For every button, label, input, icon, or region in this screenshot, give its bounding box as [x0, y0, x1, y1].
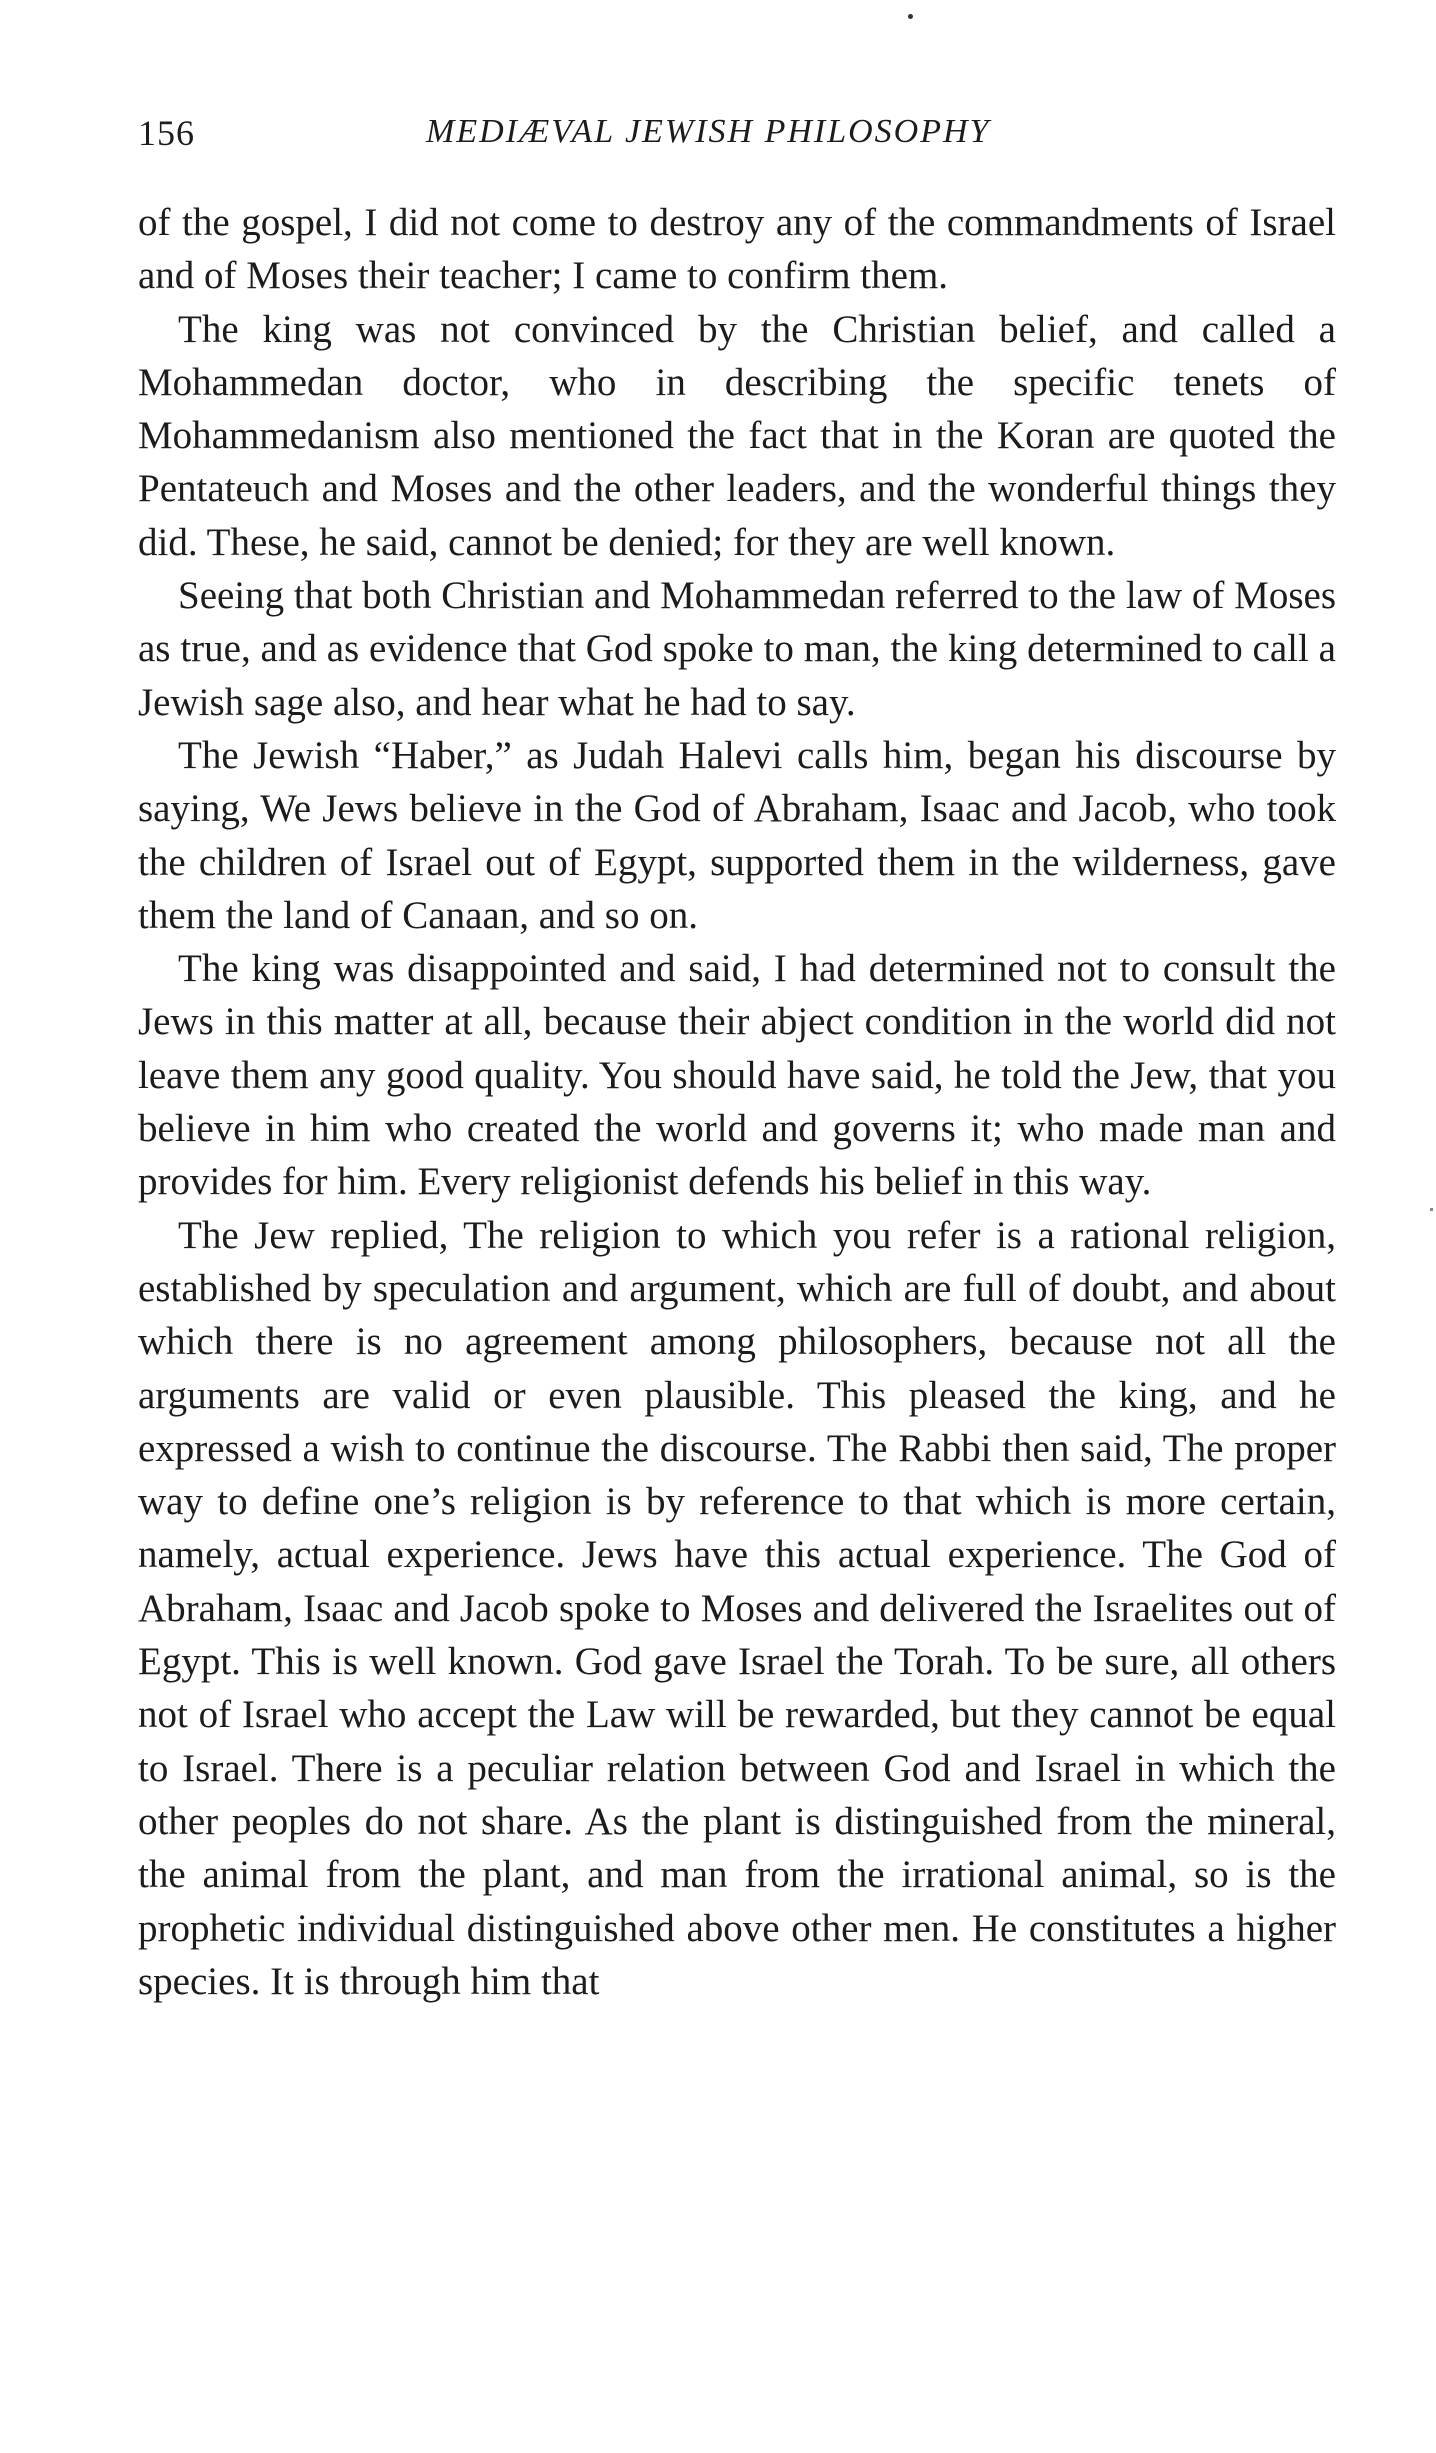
page-number: 156 [138, 113, 195, 153]
paragraph: The king was not convinced by the Christian belief, and called a Mohammedan doctor, who in describing the specific tenets of Mohammedanism also mentioned the fact that in the Koran are quoted the Pentateuch and Moses and the other leaders, and the wonderful things they did. These, he said, cannot be denied; for they are well known. [138, 307, 1336, 564]
edge-mark [1430, 1208, 1433, 1211]
running-title: MEDIÆVAL JEWISH PHILOSOPHY [426, 113, 991, 150]
body-text [138, 196, 1336, 2008]
paragraph-continuation: of the gospel, I did not come to destroy any of the commandments of Israel and of Moses their teacher; I came to confirm them. [138, 201, 1336, 298]
paragraph: Seeing that both Christian and Mohammedan referred to the law of Moses as true, and as evidence that God spoke to man, the king determined to call a Jewish sage also, and hear what he had to say. [138, 574, 1336, 724]
paragraph: The king was disappointed and said, I had determined not to consult the Jews in this matter at all, because their abject condition in the world did not leave them any good quality. You should have said, he told the Jew, that you believe in him who created the world and governs it; who made man and provides for him. Every religionist defends his belief in this way. [138, 947, 1336, 1204]
paragraph: The Jewish “Haber,” as Judah Halevi calls him, began his discourse by saying, We Jews believe in the God of Abraham, Isaac and Jacob, who took the children of Israel out of Egypt, supported them in the wilderness, gave them the land of Canaan, and so on. [138, 733, 1336, 937]
paragraph: The Jew replied, The religion to which you refer is a rational religion, established by speculation and argument, which are full of doubt, and about which there is no agreement among philosophers, because not all the arguments are valid or even plausible. This pleased the king, and he expressed a wish to continue the discourse. The Rabbi then said, The proper way to define one’s religion is by reference to that which is more certain, namely, actual experience. Jews have this actual experience. The God of Abraham, Isaac and Jacob spoke to Moses and delivered the Israelites out of Egypt. This is well known. God gave Israel the Torah. To be sure, all others not of Israel who accept the Law will be rewarded, but they cannot be equal to Israel. There is a peculiar relation between God and Israel in which the other peoples do not share. As the plant is distinguished from the mineral, the animal from the plant, and man from the irrational animal, so is the prophetic individual distinguished above other men. He constitutes a higher species. It is through him that [138, 1213, 1336, 2003]
print-speck [908, 14, 913, 19]
